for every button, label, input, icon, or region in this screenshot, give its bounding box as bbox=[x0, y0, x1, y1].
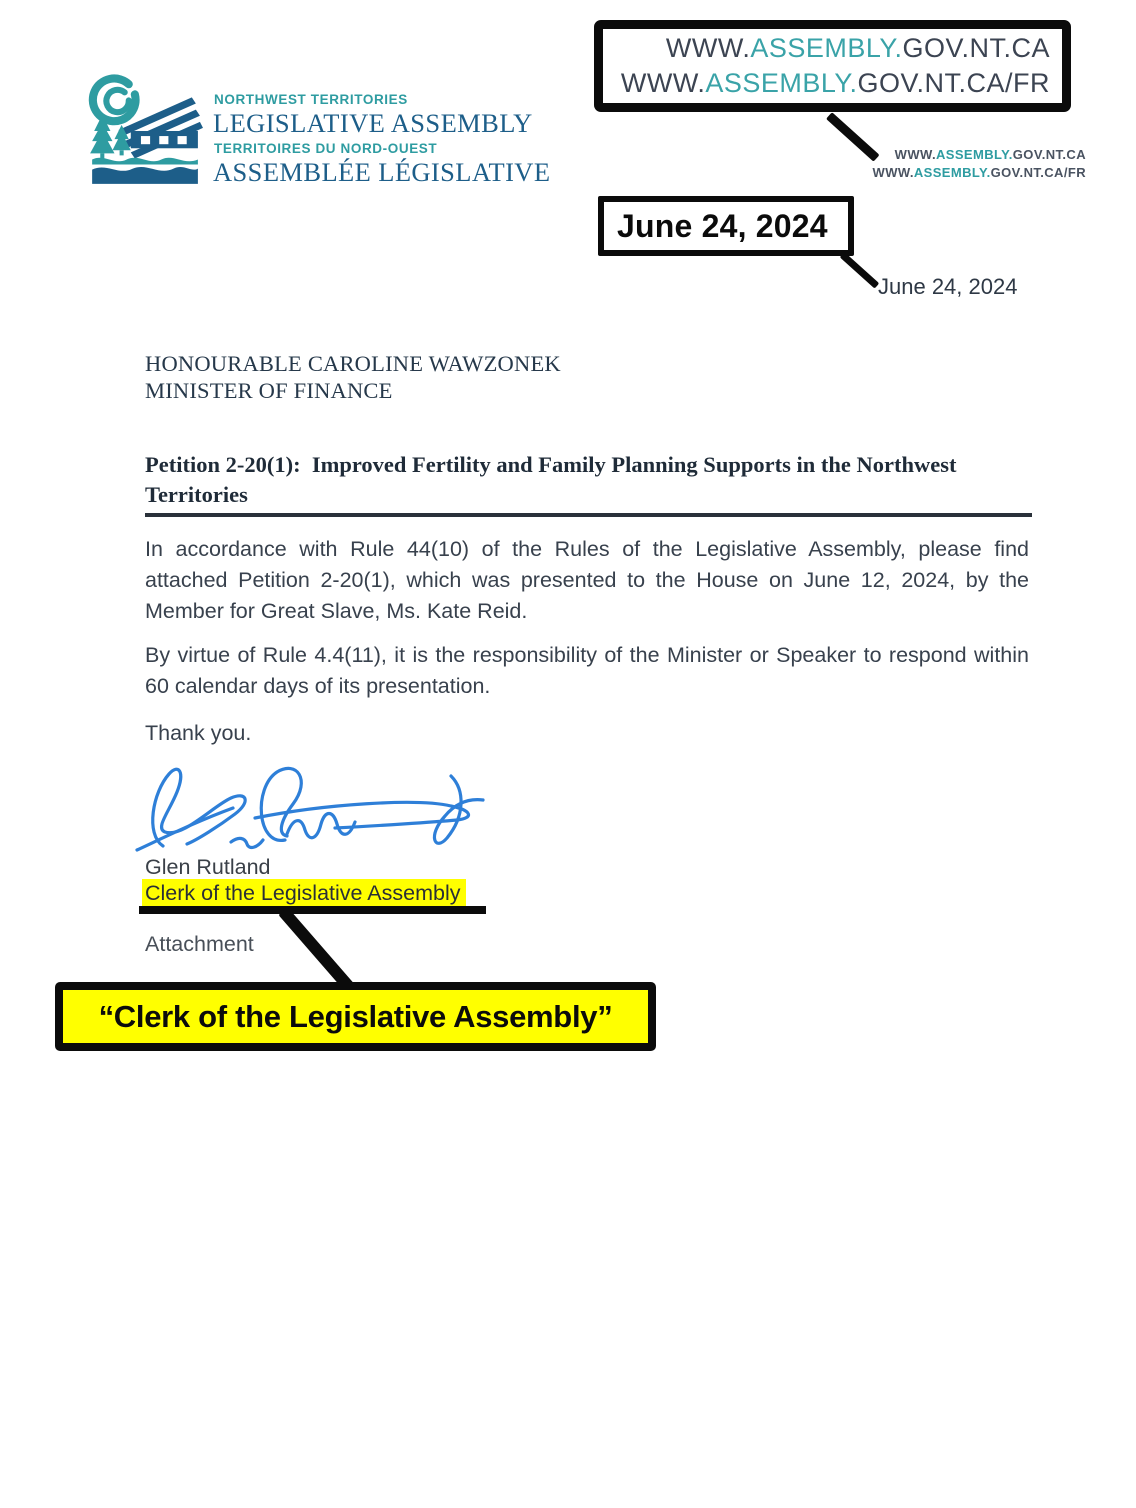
signer-title-highlighted: Clerk of the Legislative Assembly bbox=[142, 879, 466, 909]
letterhead-urls bbox=[873, 146, 1086, 182]
signer-title-underline bbox=[139, 906, 486, 914]
signer-name: Glen Rutland bbox=[145, 855, 271, 879]
body-paragraph-1: In accordance with Rule 44(10) of the Rules of the Legislative Assembly, please find attached Petition 2-20(1), which was presented to the House on June 12, 2024, by the Member for Great Slave, Ms. Kate Reid. bbox=[145, 537, 1029, 623]
date-callout-box bbox=[598, 196, 854, 256]
closing-thanks: Thank you. bbox=[145, 721, 252, 745]
body-paragraph-2: By virtue of Rule 4.4(11), it is the responsibility of the Minister or Speaker to respond within 60 calendar days of its presentation. bbox=[145, 643, 1029, 698]
clerk-callout-label: “Clerk of the Legislative Assembly” bbox=[98, 998, 613, 1034]
org-name-en-small: NORTHWEST TERRITORIES bbox=[214, 92, 408, 107]
org-name-fr-large: ASSEMBLÉE LÉGISLATIVE bbox=[213, 156, 551, 187]
url-callout-box bbox=[594, 20, 1071, 112]
org-name-en-large: LEGISLATIVE ASSEMBLY bbox=[213, 107, 533, 138]
clerk-callout-box bbox=[55, 982, 656, 1051]
subject-line: Petition 2-20(1): Improved Fertility and Family Planning Supports in the Northwest Territories bbox=[145, 452, 962, 507]
url-callout-line2: WWW.ASSEMBLY.GOV.NT.CA/FR bbox=[620, 68, 1050, 98]
assembly-logo-icon bbox=[84, 72, 204, 192]
letterhead-url-1: WWW.ASSEMBLY.GOV.NT.CA bbox=[894, 147, 1086, 162]
addressee-block bbox=[145, 350, 561, 404]
addressee-name: HONOURABLE CAROLINE WAWZONEK bbox=[145, 351, 561, 376]
url-callout-line1: WWW.ASSEMBLY.GOV.NT.CA bbox=[665, 33, 1050, 63]
addressee-title: MINISTER OF FINANCE bbox=[145, 378, 393, 403]
date-callout-label: June 24, 2024 bbox=[617, 207, 828, 244]
url-callout-line-connector bbox=[826, 112, 880, 162]
subject-divider-rule bbox=[145, 513, 1032, 517]
letterhead-url-2: WWW.ASSEMBLY.GOV.NT.CA/FR bbox=[872, 165, 1086, 180]
attachment-note: Attachment bbox=[145, 932, 254, 956]
assembly-logo-text bbox=[213, 93, 550, 191]
org-name-fr-small: TERRITOIRES DU NORD-OUEST bbox=[214, 141, 438, 156]
signature bbox=[133, 752, 498, 862]
date-callout-line-connector bbox=[840, 252, 880, 289]
letter-date: June 24, 2024 bbox=[878, 274, 1018, 299]
